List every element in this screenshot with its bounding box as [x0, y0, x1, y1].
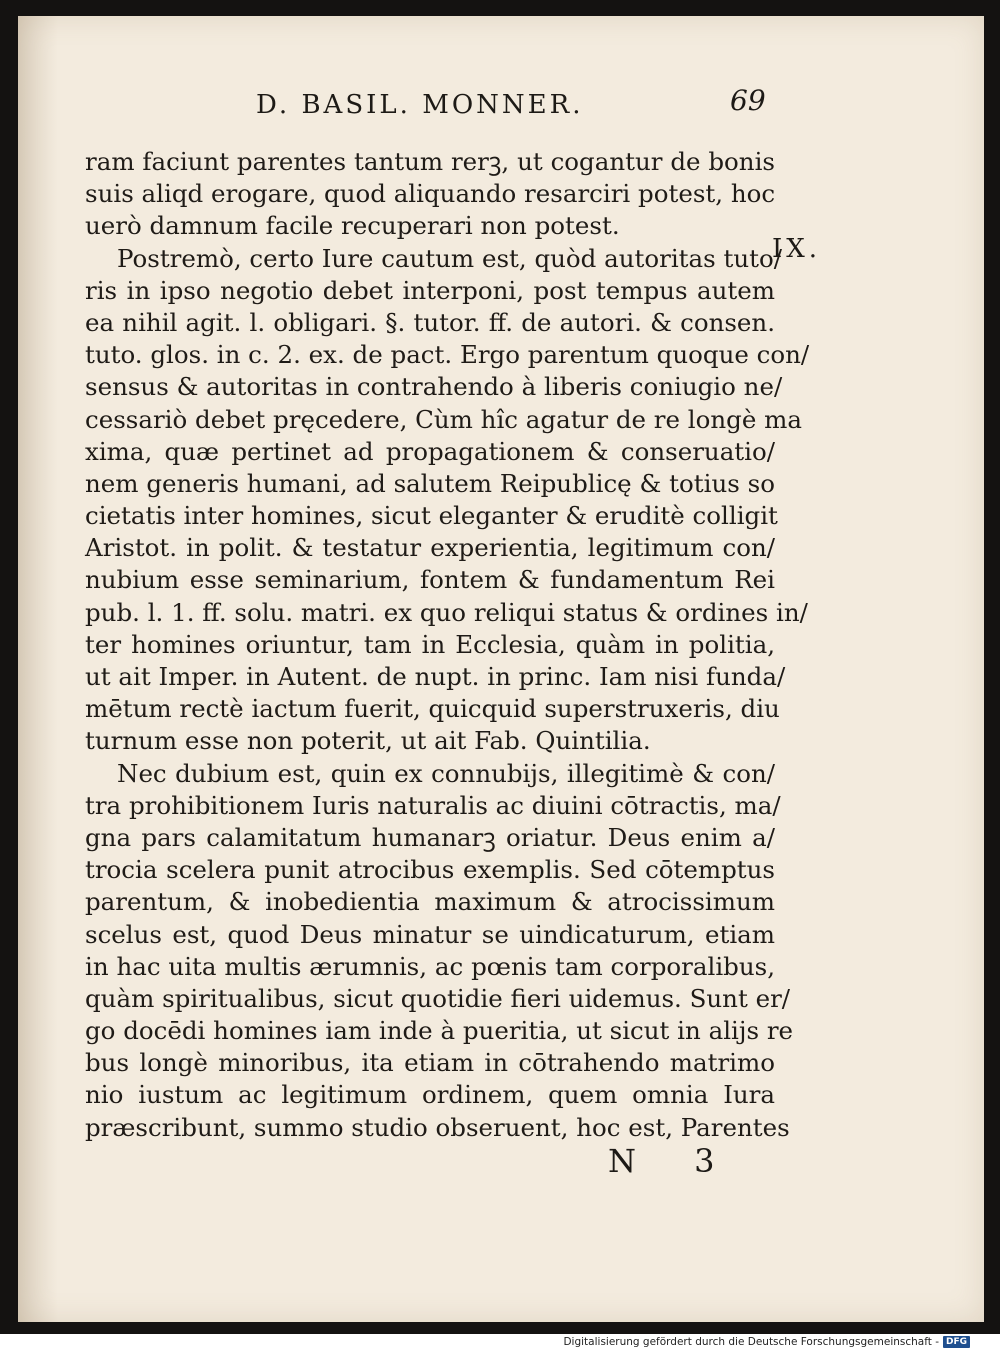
dfg-logo: DFG [943, 1336, 970, 1348]
text-line: gna pars calamitatum humanarꝫ oriatur. Deus enim a/ [85, 822, 775, 852]
text-line: mētum rectè iactum fuerit, quicquid superstruxeris, diu [85, 694, 780, 724]
digitization-credit [563, 1334, 970, 1350]
margin-note: IX. [772, 234, 822, 264]
running-head: D. BASIL. MONNER. [256, 90, 584, 120]
text-line: cietatis inter homines, sicut eleganter & eruditè colligit [85, 501, 778, 531]
text-line: uerò damnum facile recuperari non potest. [85, 211, 620, 241]
text-line: suis aliqd erogare, quod aliquando resarciri potest, hoc [85, 179, 776, 209]
text-line: nubium esse seminarium, fontem & fundamentum Rei [85, 565, 775, 595]
text-line: nio iustum ac legitimum ordinem, quem omnia Iura [85, 1080, 775, 1110]
text-line: trocia scelera punit atrocibus exemplis. Sed cōtemptus [85, 855, 775, 885]
text-line: in hac uita multis ærumnis, ac pœnis tam corporalibus, [85, 951, 775, 981]
credit-text: Digitalisierung gefördert durch die Deutsche Forschungsgemeinschaft - [563, 1336, 939, 1348]
text-line: quàm spiritualibus, sicut quotidie fieri uidemus. Sunt er/ [85, 983, 791, 1013]
text-line: pub. l. 1. ff. solu. matri. ex quo reliqui status & ordines in/ [85, 597, 808, 627]
text-line: Aristot. in polit. & testatur experientia, legitimum con/ [85, 533, 775, 563]
text-line: ris in ipso negotio debet interponi, post tempus autem [85, 275, 775, 305]
book-page [18, 16, 984, 1322]
text-line: go docēdi homines iam inde à pueritia, ut sicut in alijs re [85, 1016, 794, 1046]
text-line: xima, quæ pertinet ad propagationem & conseruatio/ [85, 436, 775, 466]
text-line: cessariò debet pręcedere, Cùm hîc agatur de re longè ma [85, 404, 802, 434]
text-line: tra prohibitionem Iuris naturalis ac diuini cōtractis, ma/ [85, 790, 781, 820]
text-line: ram faciunt parentes tantum rerꝫ, ut cogantur de bonis [85, 147, 775, 176]
text-line: tuto. glos. in c. 2. ex. de pact. Ergo parentum quoque con/ [85, 340, 810, 370]
page-number: 69 [730, 84, 766, 117]
text-line: Nec dubium est, quin ex connubijs, illegitimè & con/ [117, 758, 775, 788]
text-line: turnum esse non poterit, ut ait Fab. Quintilia. [85, 726, 651, 756]
signature-mark: N 3 [608, 1142, 739, 1180]
text-line: ea nihil agit. l. obligari. §. tutor. ff. de autori. & consen. [85, 307, 775, 337]
text-line: Postremò, certo Iure cautum est, quòd autoritas tuto/ [117, 243, 782, 273]
text-line: nem generis humani, ad salutem Reipublicę & totius so [85, 468, 775, 498]
text-line: parentum, & inobedientia maximum & atrocissimum [85, 887, 775, 917]
text-line: sensus & autoritas in contrahendo à liberis coniugio ne/ [85, 372, 783, 402]
text-line: præscribunt, summo studio obseruent, hoc est, Parentes [85, 1112, 790, 1142]
text-line: ter homines oriuntur, tam in Ecclesia, quàm in politia, [85, 629, 775, 659]
text-line: ut ait Imper. in Autent. de nupt. in princ. Iam nisi funda/ [85, 662, 786, 691]
text-line: scelus est, quod Deus minatur se uindicaturum, etiam [85, 919, 775, 949]
text-line: bus longè minoribus, ita etiam in cōtrahendo matrimo [85, 1048, 775, 1078]
